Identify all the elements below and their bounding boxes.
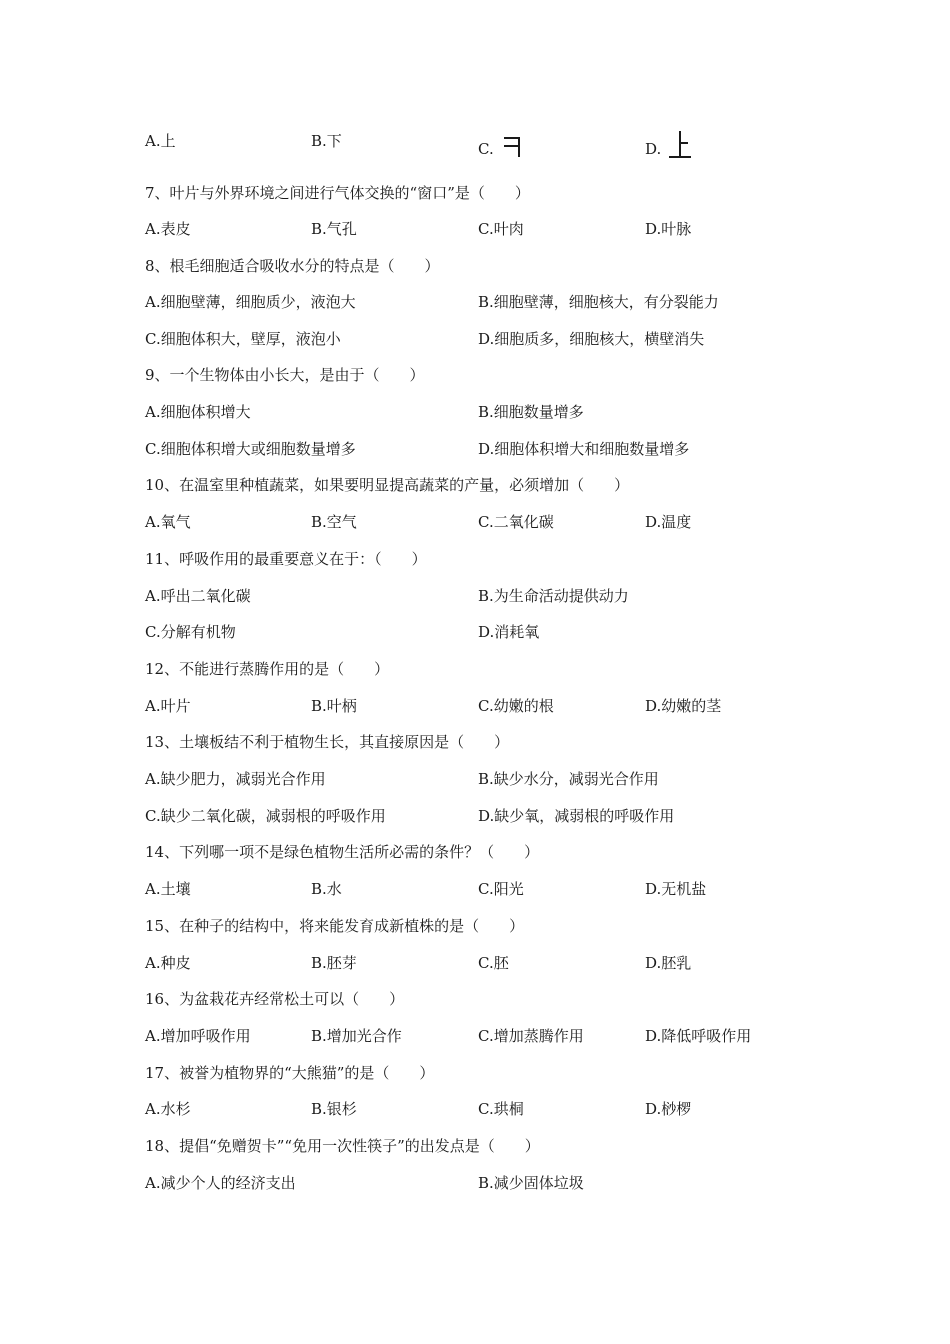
option-item — [311, 879, 342, 899]
option-label: C.阳光 — [478, 880, 524, 898]
question-text: 14、下列哪一项不是绿色植物生活所必需的条件？（ ） — [145, 843, 540, 861]
option-item — [145, 512, 191, 532]
option-item — [645, 879, 706, 899]
option-label: D.胚乳 — [645, 954, 692, 972]
option-label: B.缺少水分，减弱光合作用 — [478, 770, 659, 788]
option-label: A.增加呼吸作用 — [145, 1027, 251, 1045]
option-item — [478, 402, 584, 422]
option-label: D.缺少氧，减弱根的呼吸作用 — [478, 807, 675, 825]
option-label: C.细胞体积增大或细胞数量增多 — [145, 440, 356, 458]
option-item — [478, 696, 554, 716]
option-item — [478, 1026, 584, 1046]
option-item — [645, 512, 691, 532]
option-item — [478, 806, 674, 826]
option-label: C.增加蒸腾作用 — [478, 1027, 584, 1045]
option-label: D.温度 — [645, 513, 692, 531]
option-label: B.下 — [311, 132, 342, 150]
option-label: B.叶柄 — [311, 697, 357, 715]
option-label: B.银杉 — [311, 1100, 357, 1118]
question-text: 8、根毛细胞适合吸收水分的特点是（ ） — [145, 257, 440, 275]
option-label: B.细胞数量增多 — [478, 403, 584, 421]
option-item — [145, 586, 251, 606]
question-text: 17、被誉为植物界的“大熊猫”的是（ ） — [145, 1064, 435, 1082]
option-label: D.降低呼吸作用 — [645, 1027, 752, 1045]
option-item — [478, 1099, 524, 1119]
option-item — [145, 806, 386, 826]
option-label: D.幼嫩的茎 — [645, 697, 722, 715]
option-item — [478, 953, 509, 973]
rotated-glyph-c-icon — [502, 131, 524, 159]
option-label: A.细胞壁薄，细胞质少，液泡大 — [145, 293, 356, 311]
option-item — [145, 439, 356, 459]
question-text: 12、不能进行蒸腾作用的是（ ） — [145, 660, 390, 678]
option-item — [478, 329, 704, 349]
option-label: D.叶脉 — [645, 220, 692, 238]
option-label: A.水杉 — [145, 1100, 191, 1118]
option-item — [478, 512, 554, 532]
option-item — [311, 953, 357, 973]
option-item — [311, 696, 357, 716]
option-label: C.幼嫩的根 — [478, 697, 554, 715]
question-text: 10、在温室里种植蔬菜，如果要明显提高蔬菜的产量，必须增加（ ） — [145, 476, 630, 494]
option-label: A.缺少肥力，减弱光合作用 — [145, 770, 326, 788]
option-label: A.上 — [145, 132, 176, 150]
rotated-glyph-d-icon — [669, 131, 691, 159]
option-item — [145, 1173, 296, 1193]
option-item — [145, 696, 191, 716]
option-item — [478, 586, 629, 606]
option-item — [478, 622, 539, 642]
option-item — [478, 769, 659, 789]
option-item — [145, 329, 341, 349]
option-item — [145, 292, 356, 312]
option-label: B.增加光合作 — [311, 1027, 402, 1045]
option-label: D. — [645, 140, 662, 158]
option-label: A.表皮 — [145, 220, 191, 238]
option-label: B.胚芽 — [311, 954, 357, 972]
question-text: 11、呼吸作用的最重要意义在于：（ ） — [145, 550, 427, 568]
option-item — [145, 622, 236, 642]
option-label: A.呼出二氧化碳 — [145, 587, 251, 605]
option-label: C. — [478, 140, 494, 158]
option-item — [145, 1099, 191, 1119]
question-text: 9、一个生物体由小长大，是由于（ ） — [145, 366, 425, 384]
option-label: B.细胞壁薄，细胞核大，有分裂能力 — [478, 293, 719, 311]
option-label: B.空气 — [311, 513, 357, 531]
option-label: A.叶片 — [145, 697, 191, 715]
question-text: 18、提倡“免赠贺卡”“免用一次性筷子”的出发点是（ ） — [145, 1137, 540, 1155]
option-label: B.为生命活动提供动力 — [478, 587, 629, 605]
option-label: A.氧气 — [145, 513, 191, 531]
option-label: A.土壤 — [145, 880, 191, 898]
option-label: C.胚 — [478, 954, 509, 972]
option-item — [645, 1026, 751, 1046]
option-label: B.气孔 — [311, 220, 357, 238]
option-item — [145, 769, 326, 789]
option-label: C.珙桐 — [478, 1100, 524, 1118]
question-text: 15、在种子的结构中，将来能发育成新植株的是（ ） — [145, 917, 525, 935]
option-item — [145, 1026, 251, 1046]
question-text: 7、叶片与外界环境之间进行气体交换的“窗口”是（ ） — [145, 184, 530, 202]
option-label: A.减少个人的经济支出 — [145, 1174, 296, 1192]
option-item — [145, 402, 251, 422]
option-label: C.二氧化碳 — [478, 513, 554, 531]
option-label: D.无机盐 — [645, 880, 707, 898]
option-label: C.分解有机物 — [145, 623, 236, 641]
option-item — [478, 131, 524, 159]
option-label: C.缺少二氧化碳，减弱根的呼吸作用 — [145, 807, 386, 825]
question-text: 16、为盆栽花卉经常松土可以（ ） — [145, 990, 405, 1008]
option-label: B.水 — [311, 880, 342, 898]
option-item — [311, 131, 342, 151]
option-item — [478, 219, 524, 239]
option-item — [311, 1099, 357, 1119]
option-item — [311, 219, 357, 239]
option-item — [645, 219, 691, 239]
option-item — [645, 131, 691, 159]
option-item — [311, 1026, 402, 1046]
option-label: D.桫椤 — [645, 1100, 692, 1118]
question-text: 13、土壤板结不利于植物生长，其直接原因是（ ） — [145, 733, 510, 751]
option-label: D.消耗氧 — [478, 623, 540, 641]
option-item — [478, 292, 719, 312]
option-item — [145, 219, 191, 239]
option-item — [478, 439, 689, 459]
option-item — [645, 953, 691, 973]
option-label: A.细胞体积增大 — [145, 403, 251, 421]
option-item — [478, 879, 524, 899]
option-item — [645, 1099, 691, 1119]
option-label: A.种皮 — [145, 954, 191, 972]
option-label: C.细胞体积大，壁厚，液泡小 — [145, 330, 341, 348]
option-item — [145, 131, 176, 151]
option-item — [311, 512, 357, 532]
option-item — [478, 1173, 584, 1193]
option-item — [145, 879, 191, 899]
option-item — [645, 696, 721, 716]
option-label: B.减少固体垃圾 — [478, 1174, 584, 1192]
option-label: D.细胞质多，细胞核大，横壁消失 — [478, 330, 705, 348]
option-label: D.细胞体积增大和细胞数量增多 — [478, 440, 690, 458]
option-item — [145, 953, 191, 973]
option-label: C.叶肉 — [478, 220, 524, 238]
